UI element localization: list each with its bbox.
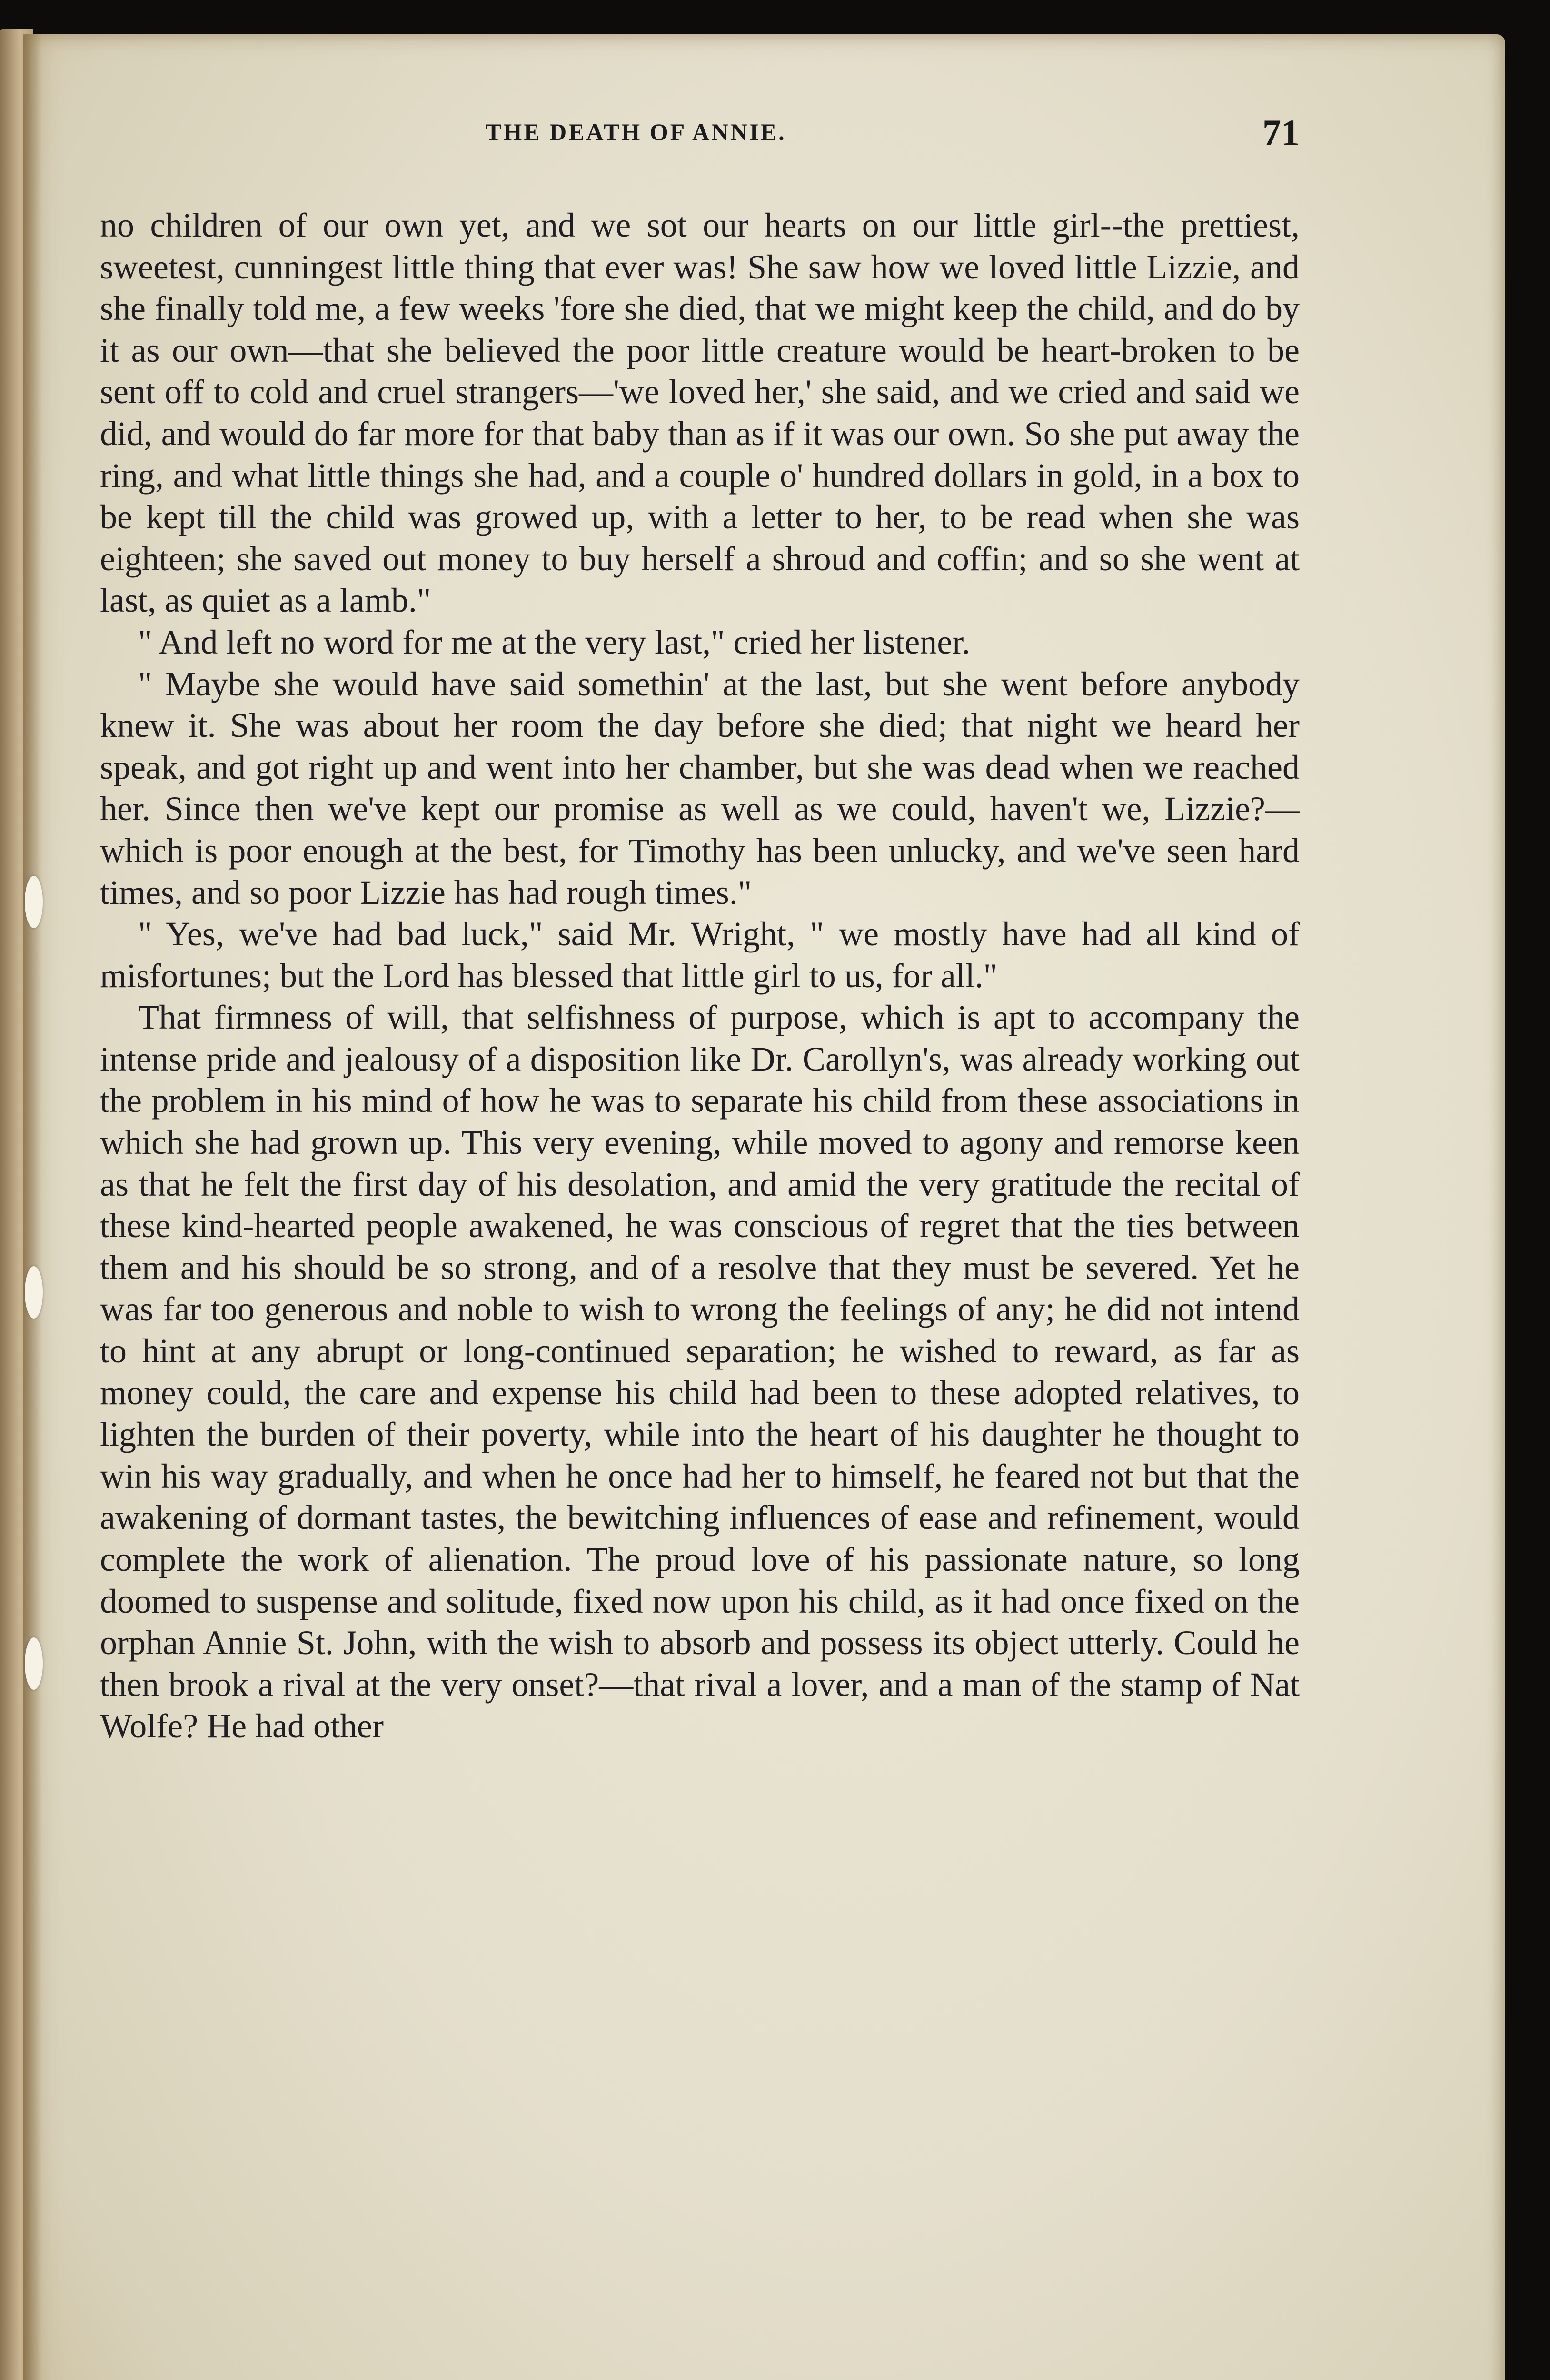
body-text <box>100 205 1300 1747</box>
running-header <box>100 112 1309 156</box>
running-title: THE DEATH OF ANNIE. <box>486 119 786 145</box>
page-number: 71 <box>1262 112 1300 153</box>
paragraph: That firmness of will, that selfishness of purpose, which is apt to accompany the intense pride and jealousy of a disposition like Dr. Carollyn's, was already working out the problem in his mind of how he was to separate his child from these associations in which she had grown up. This very evening, while moved to agony and remorse keen as that he felt the first day of his desolation, and amid the very gratitude the recital of these kind-hearted people awakened, he was conscious of regret that the ties between them and his should be so strong, and of a resolve that they must be severed. Yet he was far too generous and noble to wish to wrong the feelings of any; he did not intend to hint at any abrupt or long-continued separation; he wished to reward, as far as money could, the care and expense his child had been to these adopted relatives, to lighten the burden of their poverty, while into the heart of his daughter he thought to win his way gradually, and when he once had her to himself, he feared not but that the awakening of dormant tastes, the bewitching influences of ease and refinement, would complete the work of alienation. The proud love of his passionate nature, so long doomed to suspense and solitude, fixed now upon his child, as it had once fixed on the orphan Annie St. John, with the wish to absorb and possess its object utterly. Could he then brook a rival at the very onset?—that rival a lover, and a man of the stamp of Nat Wolfe? He had other <box>100 998 1300 1745</box>
binding-hole <box>25 1637 43 1690</box>
paragraph: no children of our own yet, and we sot our hearts on our little girl--the prettiest, sweetest, cunningest little thing that ever was! She saw how we loved little Lizzie, and she finally told me, a few weeks 'fore she died, that we might keep the child, and do by it as our own—that she believed the poor little creature would be heart-broken to be sent off to cold and cruel strangers—'we loved her,' she said, and we cried and said we did, and would do far more for that baby than as if it was our own. So she put away the ring, and what little things she had, and a couple o' hundred dollars in gold, in a box to be kept till the child was growed up, with a letter to her, to be read when she was eighteen; she saved out money to buy herself a shroud and coffin; and so she went at last, as quiet as a lamb." <box>100 206 1300 620</box>
paragraph: " Maybe she would have said somethin' at the last, but she went before anybody knew it. She was about her room the day before she died; that night we heard her speak, and got right up and went into her chamber, but she was dead when we reached her. Since then we've kept our promise as well as we could, haven't we, Lizzie?—which is poor enough at the best, for Timothy has been unlucky, and we've seen hard times, and so poor Lizzie has had rough times." <box>100 664 1300 912</box>
binding-hole <box>25 876 43 928</box>
paragraph: " And left no word for me at the very last," cried her listener. <box>138 623 971 661</box>
binding-hole <box>25 1266 43 1319</box>
paragraph: " Yes, we've had bad luck," said Mr. Wright, " we mostly have had all kind of misfortunes; but the Lord has blessed that little girl to us, for all." <box>100 915 1300 995</box>
spine-shadow <box>23 34 42 2380</box>
